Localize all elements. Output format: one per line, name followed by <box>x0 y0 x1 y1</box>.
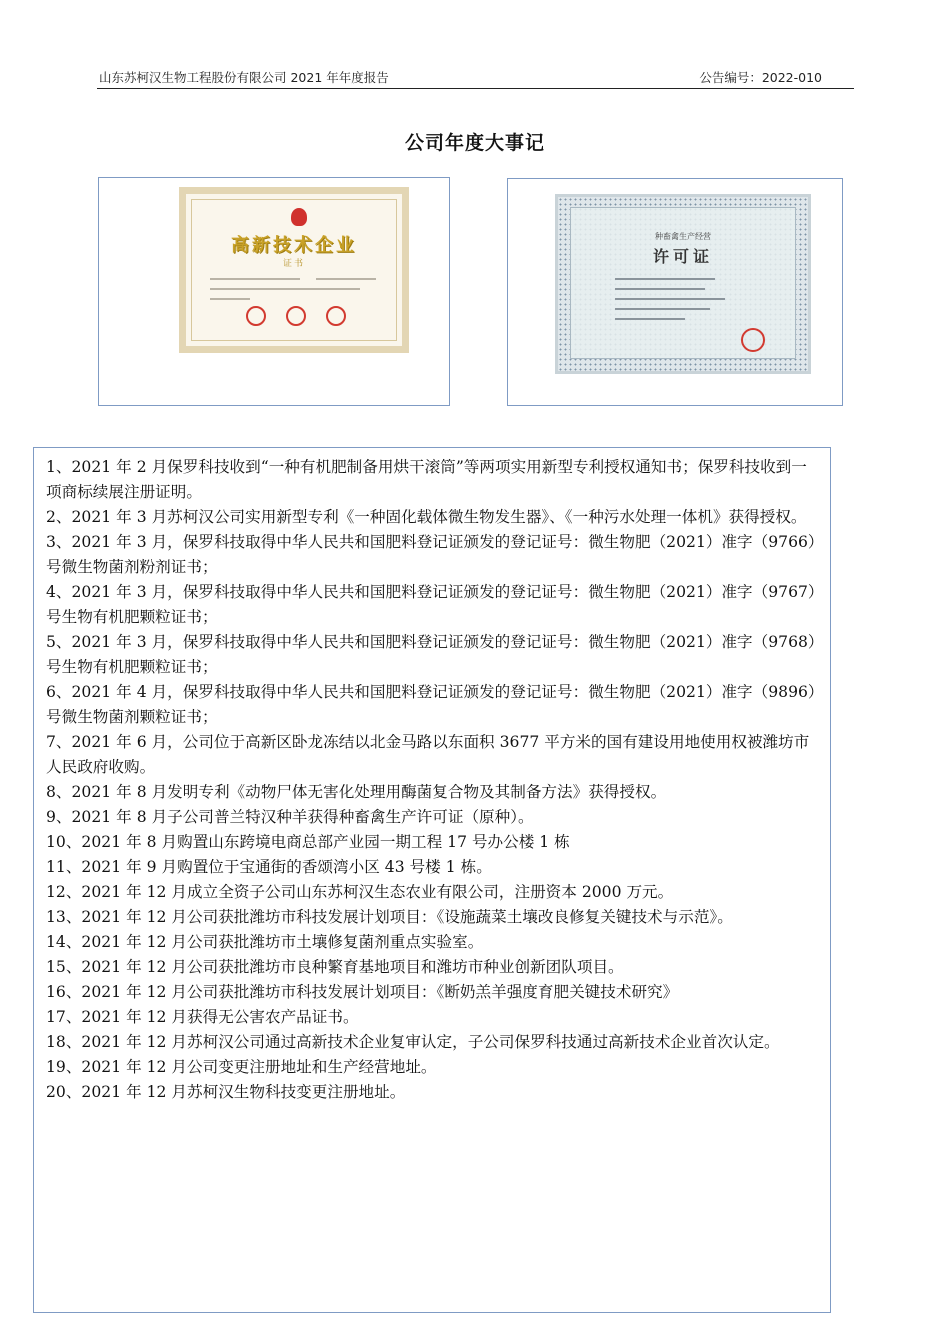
event-item: 1、2021 年 2 月保罗科技收到“一种有机肥制备用烘干滚筒”等两项实用新型专利授权通知书；保罗科技收到一项商标续展注册证明。 <box>46 458 807 501</box>
red-seal-icon <box>246 306 266 326</box>
event-item: 15、2021 年 12 月公司获批潍坊市良种繁育基地项目和潍坊市种业创新团队项目。 <box>46 958 624 976</box>
event-item: 11、2021 年 9 月购置位于宝通街的香颂湾小区 43 号楼 1 栋。 <box>46 858 492 876</box>
page-header <box>97 66 854 89</box>
event-item: 6、2021 年 4 月，保罗科技取得中华人民共和国肥料登记证颁发的登记证号：微生物肥（2021）准字（9896）号微生物菌剂颗粒证书； <box>46 683 816 726</box>
breeding-license-image <box>555 194 811 374</box>
red-seal-icon <box>741 328 765 352</box>
event-item: 13、2021 年 12 月公司获批潍坊市科技发展计划项目：《设施蔬菜土壤改良修复关键技术与示范》。 <box>46 908 733 926</box>
red-seal-icon <box>326 306 346 326</box>
event-item: 4、2021 年 3 月，保罗科技取得中华人民共和国肥料登记证颁发的登记证号：微生物肥（2021）准字（9767）号生物有机肥颗粒证书； <box>46 583 816 626</box>
event-item: 14、2021 年 12 月公司获批潍坊市土壤修复菌剂重点实验室。 <box>46 933 484 951</box>
event-item: 16、2021 年 12 月公司获批潍坊市科技发展计划项目：《断奶羔羊强度育肥关键技术研究》 <box>46 983 679 1001</box>
event-item: 19、2021 年 12 月公司变更注册地址和生产经营地址。 <box>46 1058 437 1076</box>
event-item: 12、2021 年 12 月成立全资子公司山东苏柯汉生态农业有限公司，注册资本 2000 万元。 <box>46 883 674 901</box>
certificate-photo-breeding-license <box>507 178 843 406</box>
event-item: 9、2021 年 8 月子公司普兰特汉种羊获得种畜禽生产许可证（原种）。 <box>46 808 534 826</box>
license-title: 许可证 <box>652 247 713 266</box>
event-item: 18、2021 年 12 月苏柯汉公司通过高新技术企业复审认定，子公司保罗科技通过高新技术企业首次认定。 <box>46 1033 780 1051</box>
license-subtitle: 种畜禽生产经营 <box>655 232 711 241</box>
certificate-photo-high-tech <box>98 177 450 406</box>
report-title: 山东苏柯汉生物工程股份有限公司 2021 年年度报告 <box>99 70 389 85</box>
event-item: 3、2021 年 3 月，保罗科技取得中华人民共和国肥料登记证颁发的登记证号：微生物肥（2021）准字（9766）号微生物菌剂粉剂证书； <box>46 533 816 576</box>
event-item: 20、2021 年 12 月苏柯汉生物科技变更注册地址。 <box>46 1083 406 1101</box>
event-item: 17、2021 年 12 月获得无公害农产品证书。 <box>46 1008 359 1026</box>
event-item: 7、2021 年 6 月，公司位于高新区卧龙冻结以北金马路以东面积 3677 平方米的国有建设用地使用权被潍坊市人民政府收购。 <box>46 733 810 776</box>
event-item: 10、2021 年 8 月购置山东跨境电商总部产业园一期工程 17 号办公楼 1 栋 <box>46 833 570 851</box>
high-tech-certificate-image <box>179 187 409 353</box>
certificate-title: 高新技术企业 <box>231 235 357 256</box>
event-item: 2、2021 年 3 月苏柯汉公司实用新型专利《一种固化载体微生物发生器》、《一种污水处理一体机》获得授权。 <box>46 508 807 526</box>
page-title: 公司年度大事记 <box>404 132 545 154</box>
event-item: 8、2021 年 8 月发明专利《动物尸体无害化处理用酶菌复合物及其制备方法》获得授权。 <box>46 783 667 801</box>
certificate-subtitle: 证书 <box>282 259 305 269</box>
event-item: 5、2021 年 3 月，保罗科技取得中华人民共和国肥料登记证颁发的登记证号：微生物肥（2021）准字（9768）号生物有机肥颗粒证书； <box>46 633 816 676</box>
announcement-number: 公告编号：2022-010 <box>699 70 822 85</box>
red-seal-icon <box>286 306 306 326</box>
event-list <box>46 455 822 1105</box>
flame-emblem-icon <box>291 208 307 226</box>
